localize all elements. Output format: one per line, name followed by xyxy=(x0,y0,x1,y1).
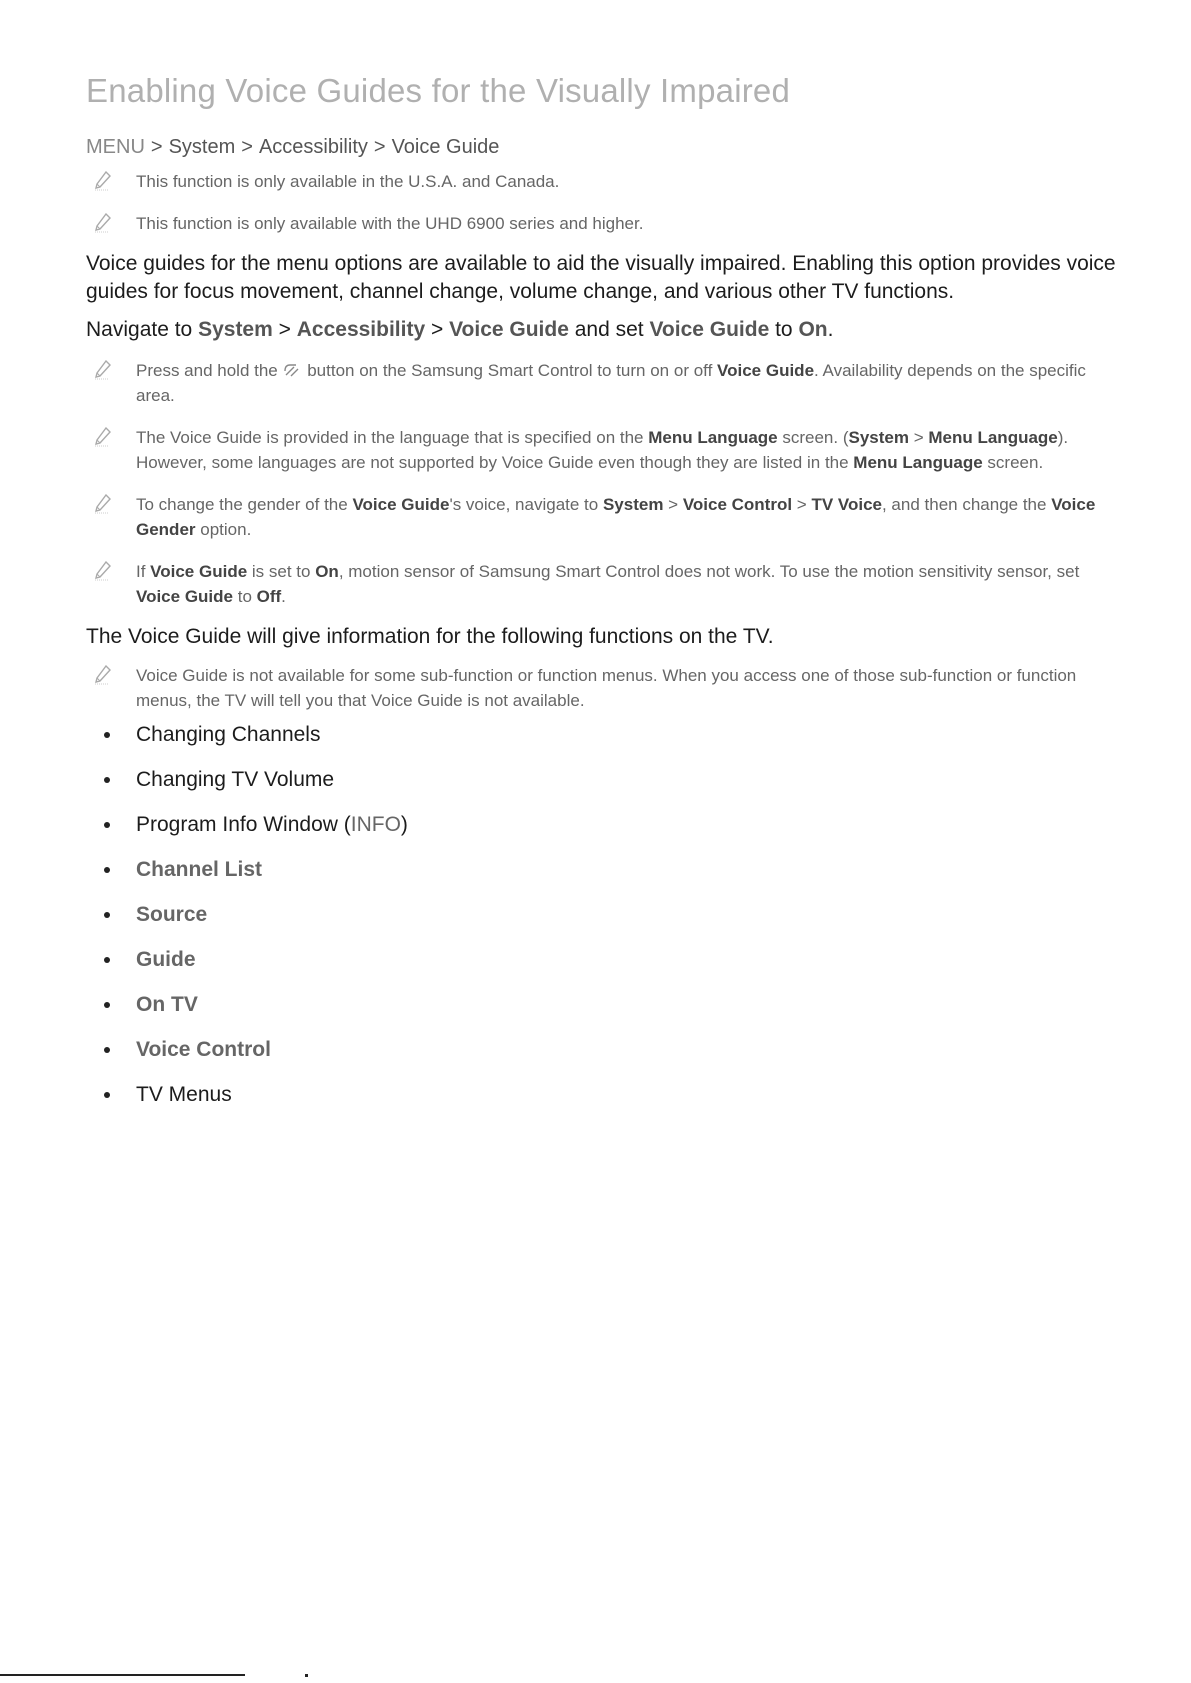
list-item xyxy=(86,901,1116,946)
breadcrumb-menu: MENU xyxy=(86,136,145,158)
bullet xyxy=(104,912,110,918)
text: to xyxy=(233,587,257,606)
text: > xyxy=(425,318,450,341)
menu-language: Menu Language xyxy=(853,453,983,472)
menu-path-accessibility: Accessibility xyxy=(296,318,426,341)
note-language xyxy=(86,425,1116,475)
breadcrumb-accessibility: Accessibility xyxy=(258,136,368,158)
list-item xyxy=(86,946,1116,991)
function-label: Program Info Window ( xyxy=(136,813,351,836)
text: and set xyxy=(568,318,650,341)
list-item xyxy=(86,811,1116,856)
text: screen. ( xyxy=(777,428,849,447)
text: is set to xyxy=(247,562,316,581)
bullet xyxy=(104,1047,110,1053)
function-label: TV Menus xyxy=(136,1083,232,1106)
list-item xyxy=(86,1036,1116,1081)
text: > xyxy=(663,495,683,514)
list-item xyxy=(86,721,1116,766)
function-label: Voice Control xyxy=(136,1038,271,1061)
text: , and then change the xyxy=(881,495,1052,514)
function-label: Source xyxy=(136,903,208,926)
note-gender xyxy=(86,492,1116,542)
pencil-icon xyxy=(94,171,112,191)
page-title: Enabling Voice Guides for the Visually Impaired xyxy=(86,72,791,109)
functions-list xyxy=(86,721,1116,1126)
breadcrumb-separator: > xyxy=(150,136,163,158)
list-item xyxy=(86,991,1116,1036)
menu-language: Menu Language xyxy=(928,428,1058,447)
pencil-icon xyxy=(94,427,112,447)
text: button on the Samsung Smart Control to turn on or off xyxy=(302,361,718,380)
setting-value-on: On xyxy=(798,318,828,341)
bullet xyxy=(104,1092,110,1098)
voice-button-icon xyxy=(282,362,302,378)
pencil-icon xyxy=(94,494,112,514)
setting-voice-guide: Voice Guide xyxy=(150,562,248,581)
bullet xyxy=(104,777,110,783)
menu-path-system: System xyxy=(198,318,273,341)
note-text: This function is only available with the UHD 6900 series and higher. xyxy=(136,214,644,233)
pencil-icon xyxy=(94,360,112,380)
text: to xyxy=(769,318,799,341)
navigate-paragraph xyxy=(86,316,1116,344)
menu-path-system: System xyxy=(602,495,664,514)
note-region xyxy=(86,169,1116,194)
text: If xyxy=(136,562,151,581)
pencil-icon xyxy=(94,561,112,581)
text: 's voice, navigate to xyxy=(449,495,603,514)
menu-language: Menu Language xyxy=(648,428,778,447)
breadcrumb-voice-guide: Voice Guide xyxy=(391,136,500,158)
function-label: Changing Channels xyxy=(136,723,321,746)
list-item xyxy=(86,856,1116,901)
function-label: Changing TV Volume xyxy=(136,768,335,791)
page-content xyxy=(86,72,1116,1126)
setting-value-off: Off xyxy=(256,587,282,606)
pencil-icon xyxy=(94,665,112,685)
menu-path-voice-guide: Voice Guide xyxy=(449,318,569,341)
text: > xyxy=(792,495,812,514)
setting-value-on: On xyxy=(315,562,339,581)
note-press-hold xyxy=(86,358,1116,408)
text: Press and hold the xyxy=(136,361,283,380)
pencil-icon xyxy=(94,213,112,233)
function-label: Channel List xyxy=(136,858,263,881)
bullet xyxy=(104,957,110,963)
function-label: On TV xyxy=(136,993,198,1016)
text: Navigate to xyxy=(86,318,199,341)
text: To change the gender of the xyxy=(136,495,353,514)
note-text: Voice Guide is not available for some sub-function or function menus. When you access one of those sub-function or function menus, the TV will tell you that Voice Guide is not available. xyxy=(136,666,1077,710)
menu-path-voice-control: Voice Control xyxy=(682,495,793,514)
text: > xyxy=(908,428,929,447)
note-motion-sensor xyxy=(86,559,1116,609)
text: screen. xyxy=(982,453,1044,472)
footer-rule xyxy=(0,1674,245,1676)
function-label: Guide xyxy=(136,948,196,971)
function-label: ) xyxy=(400,813,408,836)
breadcrumb-separator: > xyxy=(373,136,386,158)
setting-voice-guide: Voice Guide xyxy=(136,587,233,606)
note-unavailable xyxy=(86,663,1116,713)
bullet xyxy=(104,867,110,873)
breadcrumb-separator: > xyxy=(241,136,253,158)
list-item xyxy=(86,766,1116,811)
text: The Voice Guide is provided in the language that is specified on the xyxy=(136,428,649,447)
note-text: This function is only available in the U.S.A. and Canada. xyxy=(136,172,560,191)
breadcrumb-system: System xyxy=(168,136,236,158)
setting-voice-guide: Voice Guide xyxy=(649,318,770,341)
bullet xyxy=(104,732,110,738)
bullet xyxy=(104,1002,110,1008)
text: option. xyxy=(195,520,252,539)
setting-voice-guide: Voice Guide xyxy=(352,495,450,514)
text: ). However, some languages are not supported by Voice Guide even though they are listed in the xyxy=(136,428,1069,472)
info-key: INFO xyxy=(350,813,401,836)
text: . Availability depends on the specific area. xyxy=(136,361,1086,405)
note-model xyxy=(86,211,1116,236)
text: . xyxy=(281,587,286,606)
menu-path-system: System xyxy=(848,428,909,447)
intro-paragraph: Voice guides for the menu options are available to aid the visually impaired. Enabling this option provides voice guides for focus movement, channel change, volume change, and various other TV functions. xyxy=(86,252,1116,303)
text: . xyxy=(827,318,834,341)
text: , motion sensor of Samsung Smart Control does not work. To use the motion sensitivity sensor, set xyxy=(338,562,1080,581)
breadcrumb xyxy=(86,136,1116,159)
menu-path-tv-voice: TV Voice xyxy=(811,495,882,514)
functions-intro: The Voice Guide will give information for the following functions on the TV. xyxy=(86,625,774,648)
bullet xyxy=(104,822,110,828)
text: > xyxy=(272,318,297,341)
setting-voice-gender: Voice Gender xyxy=(136,495,1096,539)
setting-voice-guide: Voice Guide xyxy=(717,361,815,380)
list-item xyxy=(86,1081,1116,1126)
footer-mark xyxy=(305,1674,308,1677)
